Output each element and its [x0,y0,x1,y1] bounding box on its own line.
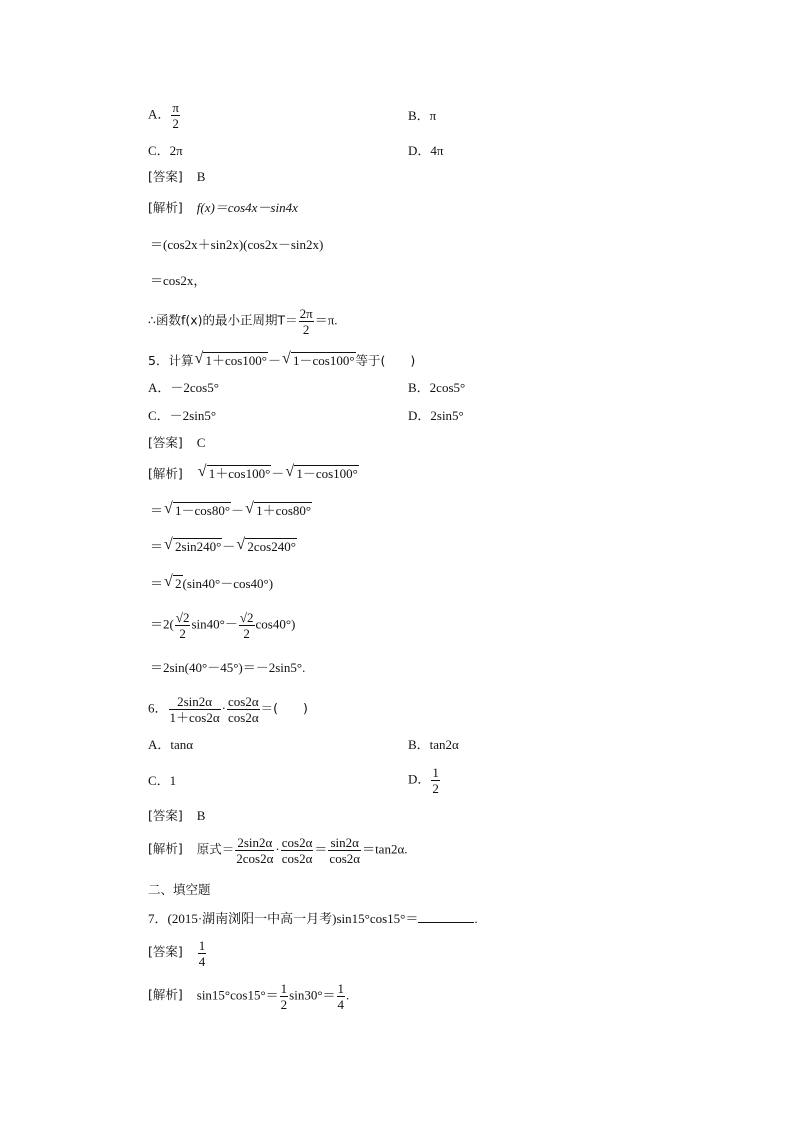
fraction: $\frac{1}{2}$ [432,765,439,796]
sqrt: √ 2sin240° [164,536,222,554]
fraction: $\frac{1}{4}$ [198,938,206,969]
q5-answer [148,435,205,451]
q5-analysis-line3: ＝ √ 2sin240°－ √ 2cos240° [150,536,296,554]
fraction: $\frac{√2}{2}$ [239,610,254,641]
analysis-label: [解析] [148,987,183,1003]
sqrt: √ 1＋cos100° [197,463,271,481]
q4-option-c: C．2π [148,143,183,158]
sqrt: √ 1＋cos100° [194,350,267,368]
answer-value: C [196,435,206,450]
q5-option-d: D．2sin5° [408,408,464,423]
q7-analysis: [解析] sin15°cos15°＝ $\frac{1}{2}$ sin30°＝ $\frac{1}{4}$ . [148,981,350,1012]
answer-value: B [196,808,206,823]
q5-analysis-line4: ＝ √ 2(sin40°－cos40°) [150,573,274,591]
analysis-label: [解析] [148,200,183,215]
q5-analysis-line5: ＝2( $\frac{√2}{2}$ sin40°－ $\frac{√2}{2}$ cos40°) [150,610,296,641]
q7-answer [148,938,207,969]
fraction: $\frac{2\sin 2\alpha}{1+\cos 2\alpha}$ [169,694,220,725]
fraction: $\frac{2\sin 2\alpha}{2\cos 2\alpha}$ [236,835,274,866]
fraction: $\frac{1}{4}$ [337,981,345,1012]
option-label: D． [408,771,431,787]
q5-stem: 5．计算 √ 1＋cos100°－ √ 1－cos100°等于( ) [148,350,416,368]
q6-option-b: B．tan2α [408,737,459,752]
question-number: 6． [148,700,168,716]
q4-analysis-line3: ＝cos2x， [150,273,207,288]
answer-value: B [196,169,206,184]
option-label: A． [148,106,171,122]
fraction: $\frac{\cos 2\alpha}{\cos 2\alpha}$ [281,835,313,866]
fraction: $\frac{\cos 2\alpha}{\cos 2\alpha}$ [228,694,259,725]
question-number: 5．计算 [148,353,194,368]
q6-stem: 6． $\frac{2\sin 2\alpha}{1+\cos 2\alpha}$ · $\frac{\cos 2\alpha}{\cos 2\alpha}$ ＝( ) [148,694,308,725]
question-suffix: ＝( ) [260,700,308,716]
analysis-label: [解析] [148,841,183,857]
fill-blank [418,910,474,923]
sqrt: √ 2 [164,573,182,591]
sqrt: √ 1－cos100° [285,463,358,481]
fraction: $\frac{√2}{2}$ [175,610,190,641]
q6-option-d [408,765,441,796]
q4-answer [148,169,205,185]
answer-label: [答案] [148,944,183,960]
q7-stem: 7．(2015·湖南浏阳一中高一月考)sin15°cos15°＝ . [148,911,478,926]
answer-label: [答案] [148,808,183,823]
q4-conclusion [148,306,338,337]
analysis-label: [解析] [148,466,183,481]
q6-option-c: C．1 [148,773,177,788]
answer-label: [答案] [148,435,183,450]
q6-analysis: [解析] 原式＝ $\frac{2\sin 2\alpha}{2\cos 2\alpha}$ · $\frac{\cos 2\alpha}{\cos 2\alpha}$ ＝ $\frac{\sin 2\alpha}{\cos 2\alpha}$ ＝tan2α. [148,835,408,866]
fraction: $\frac{2\pi}{2}$ [299,306,313,337]
q5-analysis-line6: ＝2sin(40°－45°)＝－2sin5°. [150,660,306,675]
q4-option-b: B．π [408,108,437,123]
q4-option-a [148,100,181,131]
q6-option-a: A．tanα [148,737,194,752]
q4-option-d: D．4π [408,143,444,158]
q6-answer [148,808,205,824]
fraction: $\frac{1}{2}$ [280,981,288,1012]
sqrt: √ 1＋cos80° [245,500,312,518]
answer-label: [答案] [148,169,183,184]
sqrt: √ 2cos240° [236,536,296,554]
section-title: 二、填空题 [148,882,211,897]
analysis-step: f(x)＝cos4x－sin4x [196,200,298,215]
fraction: $\frac{\pi}{2}$ [172,100,179,131]
question-text: 7．(2015·湖南浏阳一中高一月考)sin15°cos15°＝ [148,911,419,926]
fraction: $\frac{\sin 2\alpha}{\cos 2\alpha}$ [329,835,361,866]
q5-option-c: C．－2sin5° [148,408,217,423]
sqrt: √ 1－cos100° [282,350,355,368]
conclusion-end: ＝π. [314,312,338,328]
q5-option-a: A．－2cos5° [148,380,219,395]
question-suffix: 等于( ) [355,353,416,368]
q4-analysis-line2: ＝(cos2x＋sin2x)(cos2x－sin2x) [150,237,324,252]
q5-analysis-line1: [解析] √ 1＋cos100°－ √ 1－cos100° [148,463,358,481]
conclusion-text: ∴函数f(x)的最小正周期T＝ [148,312,298,328]
q5-analysis-line2: ＝ √ 1－cos80°－ √ 1＋cos80° [150,500,312,518]
q5-option-b: B．2cos5° [408,380,466,395]
q4-analysis-line1 [148,200,298,216]
sqrt: √ 1－cos80° [164,500,231,518]
